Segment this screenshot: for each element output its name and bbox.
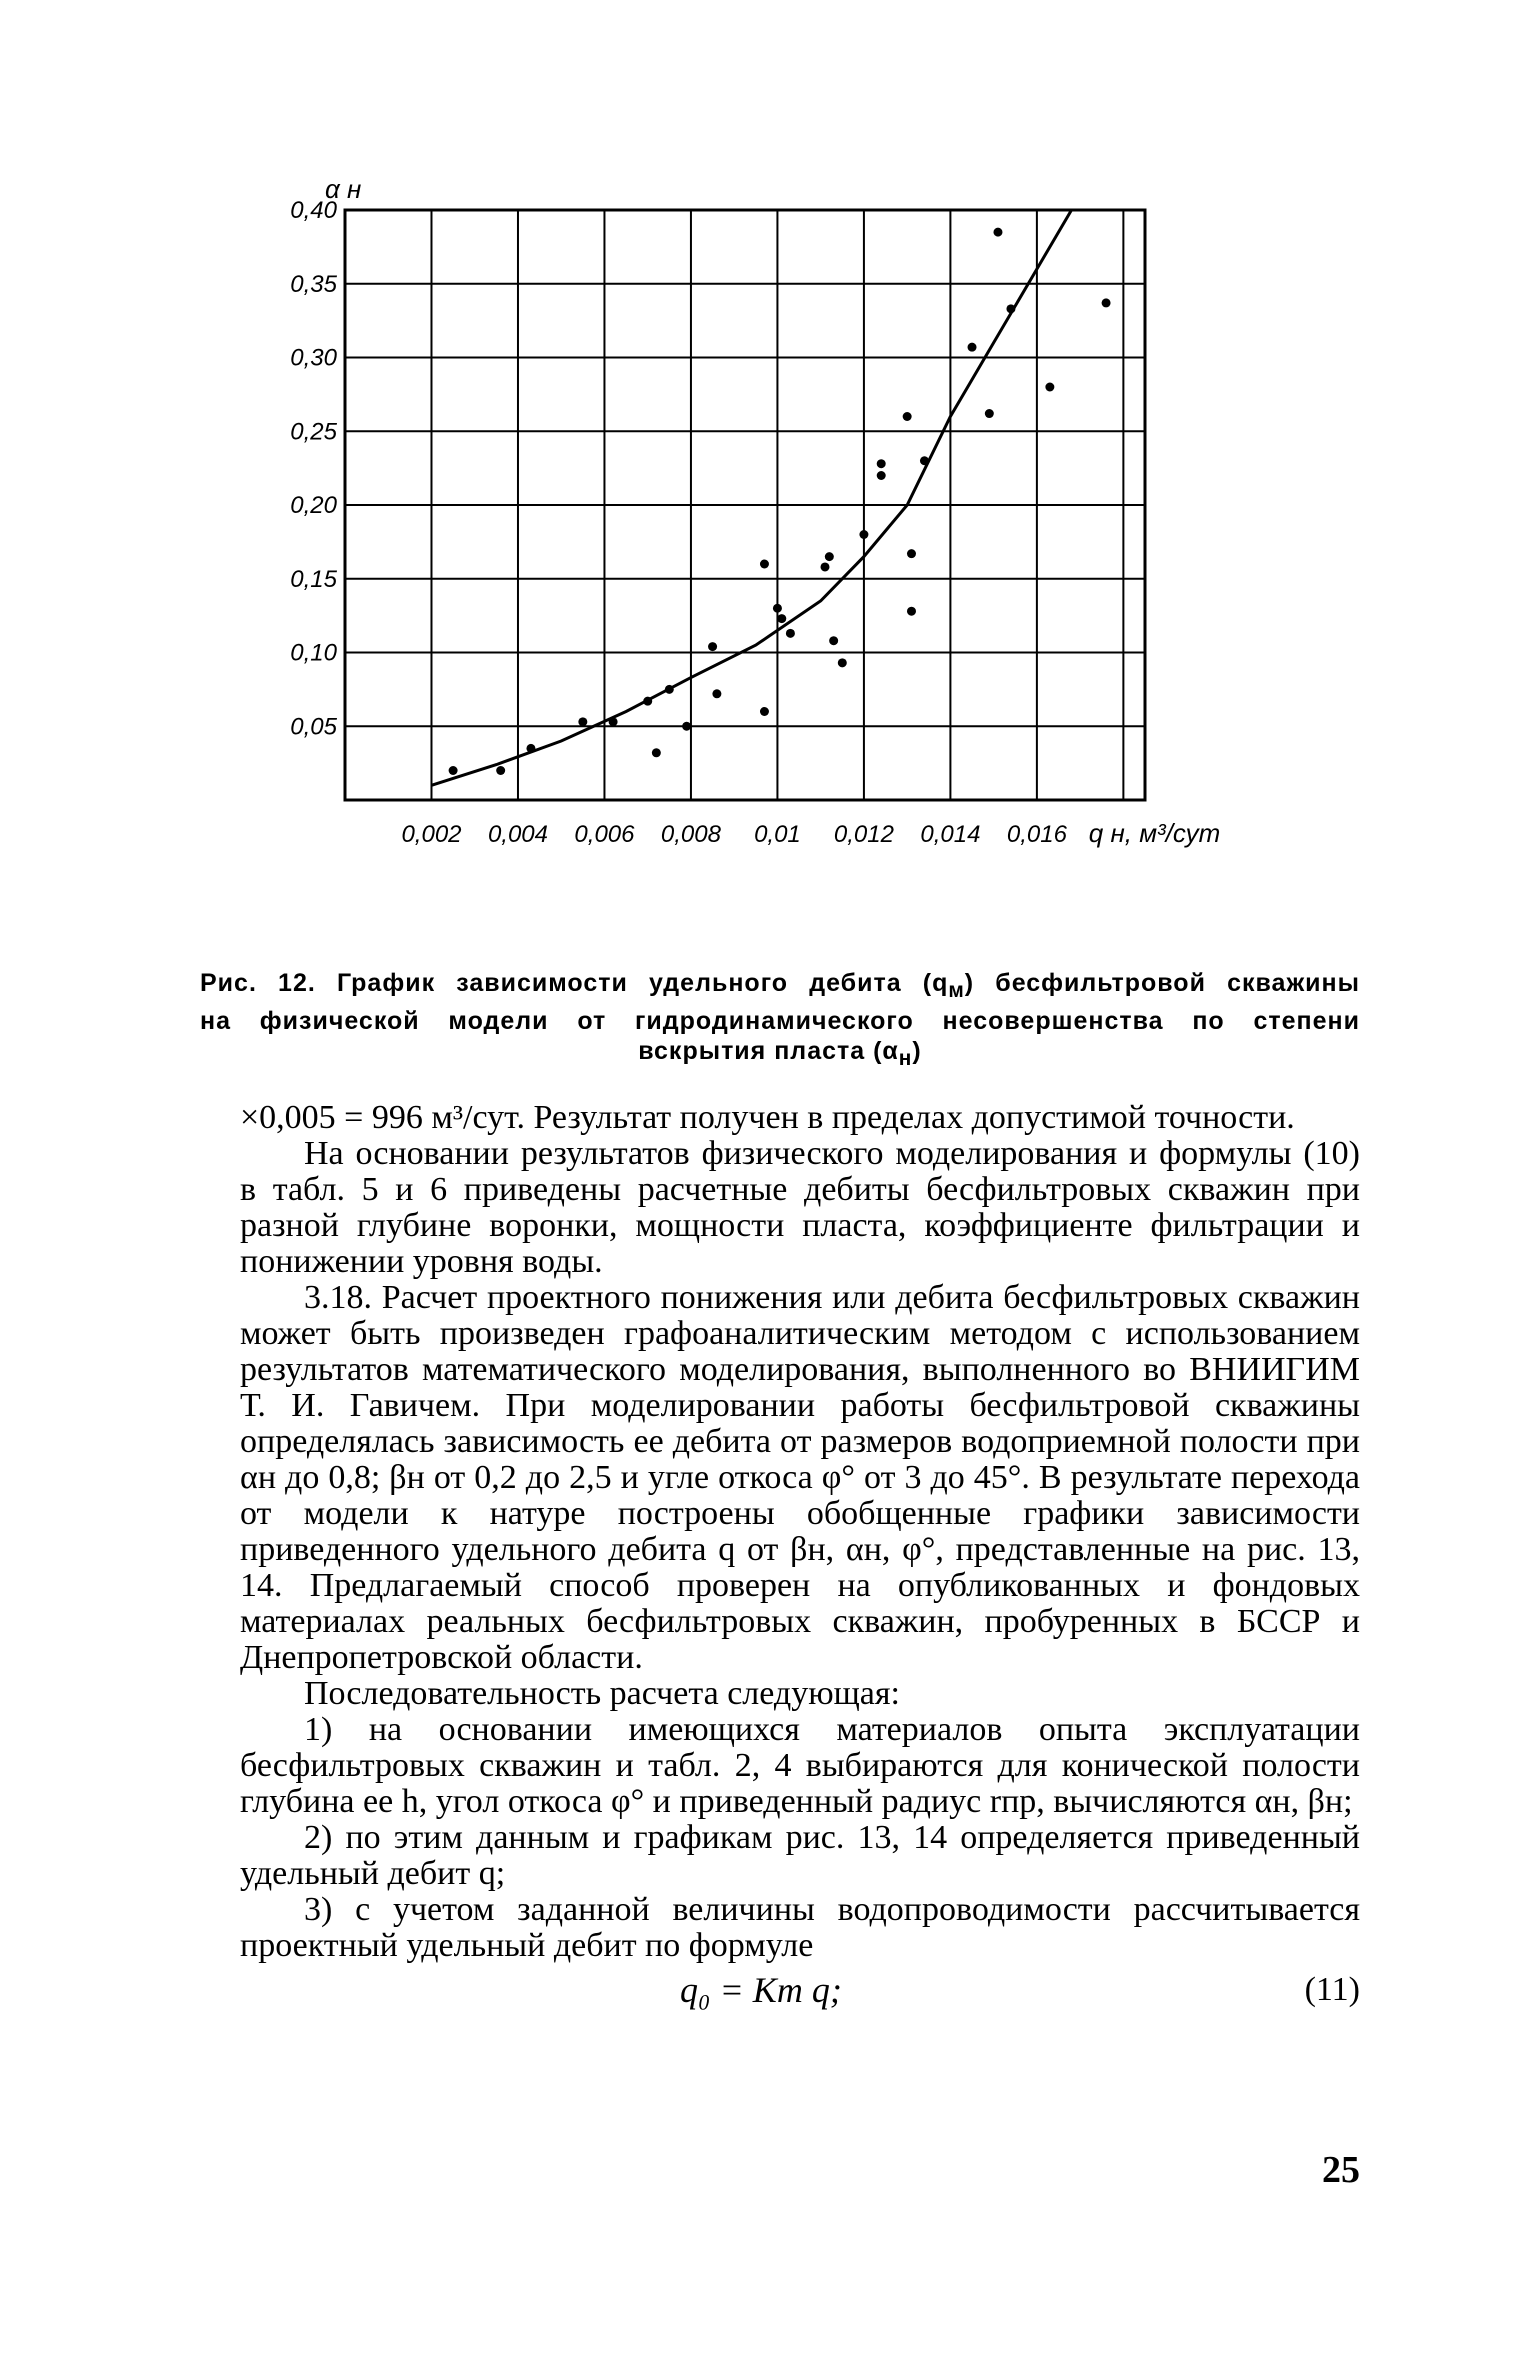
x-tick-label: 0,012 [833,821,894,848]
data-point [652,748,661,757]
paragraph-2: На основании результатов физического моделирования и формулы (10) в табл. 5 и 6 приведены расчетные дебиты бесфильтровых скважин при разной глубине воронки, мощности пласта, коэффициенте фильтрации и понижении уровня воды. [240,1135,1360,1280]
data-point [907,549,916,558]
x-tick-label: 0,006 [574,821,635,848]
data-point [496,766,505,775]
x-tick-label: 0,016 [1006,821,1067,848]
data-point [877,471,886,480]
x-tick-label: 0,008 [660,821,721,848]
data-point [665,685,674,694]
chart-grid [345,210,1145,800]
data-point [449,766,458,775]
page-number: 25 [1322,2149,1360,2191]
data-point [1045,383,1054,392]
data-point [777,614,786,623]
y-tick-label: 0,05 [290,713,337,741]
x-tick-label: 0,004 [487,821,549,848]
body-text [240,1100,1360,2020]
data-point [821,562,830,571]
y-tick-label: 0,35 [290,270,337,298]
data-point [1102,298,1111,307]
x-tick-label: 0,01 [754,821,801,848]
trend-curve [432,210,1072,785]
data-point [712,689,721,698]
paragraph-3-18: 3.18. Расчет проектного понижения или дебита бесфильтровых скважин может быть произведен графоаналитическим методом с использованием результатов математического моделирования, выполненного во ВНИИГИМ Т. И. Гавичем. При моделировании работы бесфильтровой скважины определялась зависимость ее дебита от размеров водоприемной полости при αн до 0,8; βн от 0,2 до 2,5 и угле откоса φ° от 3 до 45°. В результате перехода от модели к натуре построены обобщенные графики зависимости приведенного удельного дебита q от βн, αн, φ°, представленные на рис. 13, 14. Предлагаемый способ проверен на опубликованных и фондовых материалах реальных бесфильтровых скважин, пробуренных в БССР и Днепропетровской области. [240,1279,1360,1676]
data-point [859,530,868,539]
y-tick-label: 0,30 [290,344,337,372]
data-point [786,629,795,638]
data-point [985,409,994,418]
y-tick-label: 0,20 [290,492,337,519]
x-tick-label: 0,002 [401,821,462,848]
data-point [993,228,1002,237]
data-point [643,697,652,706]
paragraph-sequence: Последовательность расчета следующая: [304,1675,900,1712]
x-tick-labels [401,821,1067,848]
data-point [829,636,838,645]
formula-11: q₀ = Km q; [680,1970,842,2010]
data-point [825,552,834,561]
figure-12-chart [290,150,1280,950]
caption-line-1: Рис. 12. График зависимости удельного дебита $(q_м)$ бесфильтровой скважины [200,969,1360,1002]
x-axis-label: q н, м³/сут [1088,818,1221,848]
data-point [968,343,977,352]
x-tick-label: 0,014 [920,821,981,848]
step-1: 1) на основании имеющихся материалов опыта эксплуатации бесфильтровых скважин и табл. 2, 4 выбираются для конической полости глубина ее h, угол откоса φ° и приведенный радиус rпр, вычисляются αн, βн; [240,1711,1360,1820]
step-2: 2) по этим данным и графикам рис. 13, 14 определяется приведенный удельный дебит q; [240,1819,1360,1892]
y-tick-label: 0,25 [290,418,337,446]
data-points [449,228,1111,775]
caption-line-2: на физической модели от гидродинамического несовершенства по степени [200,1007,1360,1035]
data-point [526,744,535,753]
data-point [838,658,847,667]
data-point [682,722,691,731]
y-tick-label: 0,40 [290,197,337,224]
data-point [708,642,717,651]
equation-number: (11) [1304,1971,1360,2008]
y-tick-label: 0,10 [290,639,337,667]
data-point [760,707,769,716]
y-tick-label: 0,15 [290,565,337,593]
data-point [773,604,782,613]
formula-row [240,1972,1360,2020]
data-point [877,459,886,468]
data-point [903,412,912,421]
data-point [578,717,587,726]
y-axis-label: α н [325,174,362,204]
data-point [920,456,929,465]
data-point [1006,304,1015,313]
data-point [760,560,769,569]
step-3: 3) с учетом заданной величины водопроводимости рассчитывается проектный удельный дебит по формуле [240,1891,1360,1964]
data-point [907,607,916,616]
data-point [609,717,618,726]
paragraph-1: ×0,005 = 996 м³/сут. Результат получен в пределах допустимой точности. [240,1099,1295,1136]
y-tick-labels [290,197,337,740]
figure-caption [200,968,1360,1074]
caption-line-3: вскрытия пласта $(\alpha_н)$ [638,1037,922,1070]
